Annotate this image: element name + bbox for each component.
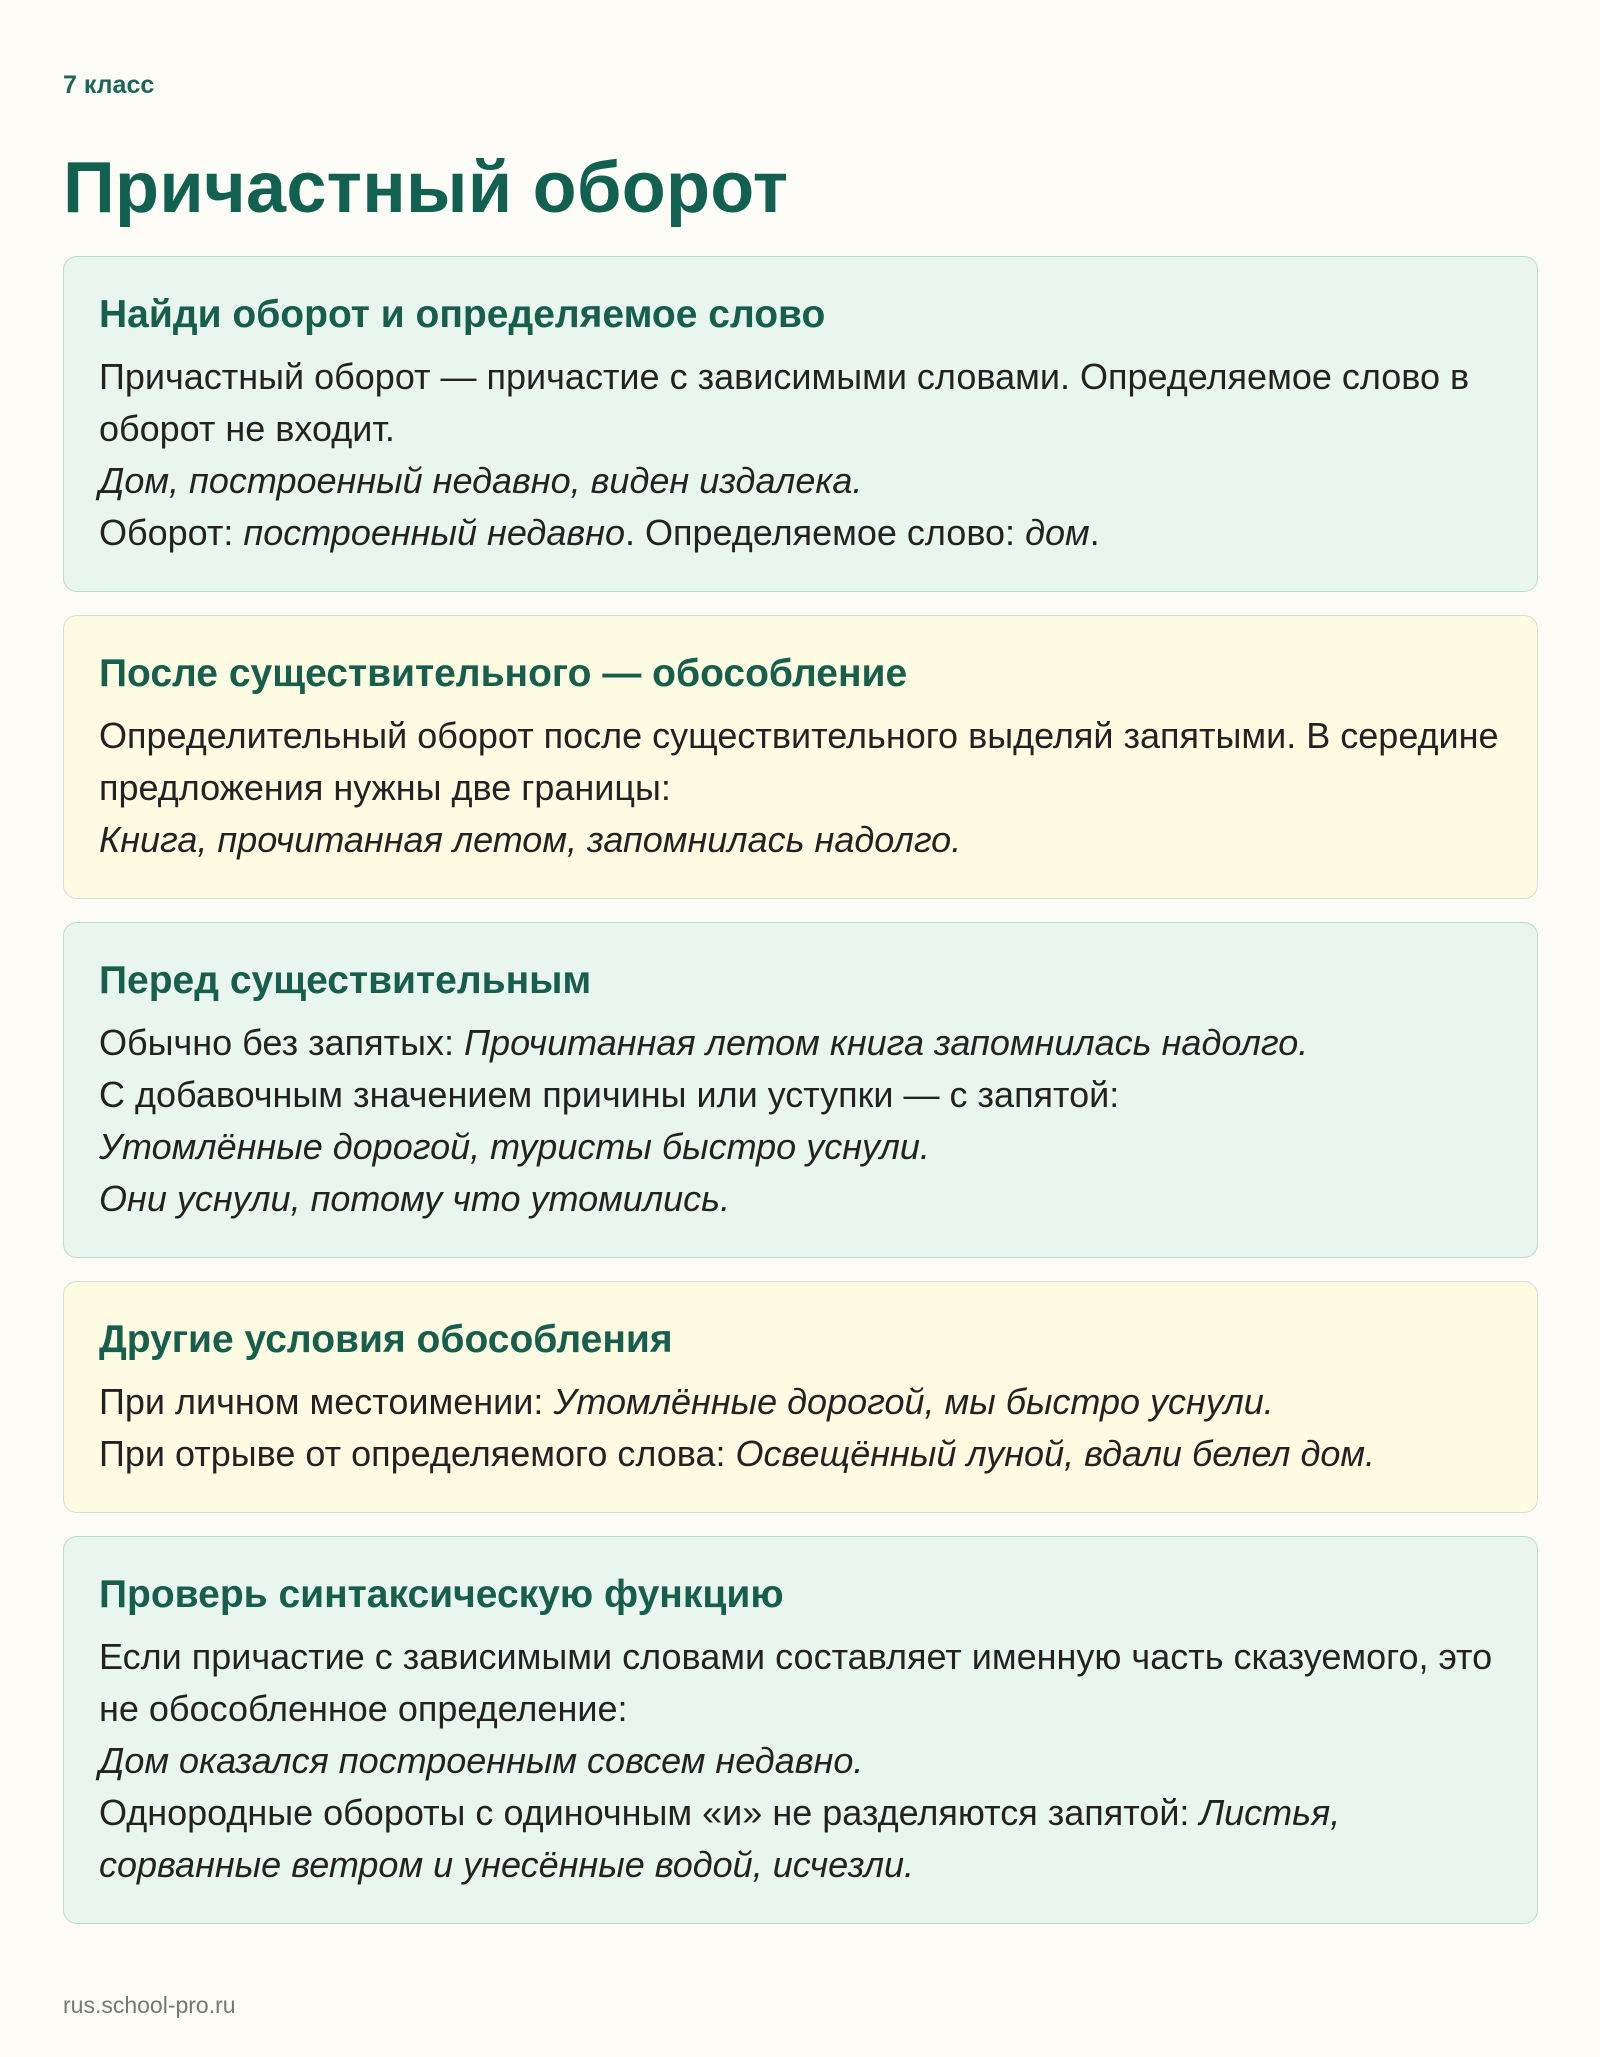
example-text: Утомлённые дорогой, мы быстро уснули. [553, 1381, 1274, 1422]
example-text: Они уснули, потому что утомились. [99, 1178, 731, 1219]
example-text: Освещённый луной, вдали белел дом. [735, 1433, 1376, 1474]
rule-text: С добавочным значением причины или уступки — с запятой: [99, 1074, 1120, 1115]
card-title: После существительного — обособление [99, 652, 908, 695]
rule-text: Обычно без запятых: [99, 1022, 464, 1063]
card-paragraph [99, 507, 1503, 559]
rule-text: . Определяемое слово: [624, 512, 1026, 553]
example-text: дом [1025, 512, 1090, 553]
card-paragraph [99, 1428, 1503, 1480]
card-paragraph [99, 455, 1503, 507]
rule-text: Если причастие с зависимыми словами составляет именную часть сказуемого, это не обособленное определение: [99, 1636, 1493, 1729]
example-text: Книга, прочитанная летом, запомнилась надолго. [99, 819, 962, 860]
example-text: Дом, построенный недавно, виден издалека. [99, 460, 863, 501]
rule-text: Однородные обороты с одиночным «и» не разделяются запятой: [99, 1792, 1200, 1833]
card-paragraph [99, 351, 1503, 455]
card-body [99, 351, 1503, 559]
rule-card [63, 256, 1538, 592]
grade-label: 7 класс [63, 71, 155, 99]
card-paragraph [99, 1631, 1503, 1735]
example-text: Дом оказался построенным совсем недавно. [99, 1740, 864, 1781]
rule-text: При личном местоимении: [99, 1381, 554, 1422]
rule-text: Причастный оборот — причастие с зависимыми словами. Определяемое слово в оборот не входит. [99, 356, 1470, 449]
card-paragraph [99, 710, 1503, 814]
example-text: Утомлённые дорогой, туристы быстро уснули. [99, 1126, 930, 1167]
rule-card [63, 922, 1538, 1258]
card-body [99, 1631, 1503, 1891]
card-body [99, 1017, 1503, 1225]
card-paragraph [99, 1017, 1503, 1069]
rule-text: При отрыве от определяемого слова: [99, 1433, 736, 1474]
rule-text: Определительный оборот после существительного выделяй запятыми. В середине предложения нужны две границы: [99, 715, 1499, 808]
card-paragraph [99, 1121, 1503, 1173]
card-paragraph [99, 1787, 1503, 1891]
example-text: построенный недавно [243, 512, 625, 553]
card-paragraph [99, 1735, 1503, 1787]
rule-cards [63, 256, 1538, 1924]
card-body [99, 1376, 1503, 1480]
rule-card [63, 1281, 1538, 1513]
card-title: Найди оборот и определяемое слово [99, 293, 826, 336]
card-paragraph [99, 1173, 1503, 1225]
rule-text: Оборот: [99, 512, 244, 553]
card-title: Перед существительным [99, 959, 592, 1002]
example-text: Прочитанная летом книга запомнилась надолго. [464, 1022, 1309, 1063]
page-title: Причастный оборот [63, 148, 789, 228]
footer-site: rus.school-pro.ru [63, 1992, 236, 2018]
card-paragraph [99, 814, 1503, 866]
card-paragraph [99, 1069, 1503, 1121]
card-body [99, 710, 1503, 866]
example-text: Листья, сорванные ветром и унесённые водой, исчезли. [99, 1792, 1341, 1885]
rule-text: . [1089, 512, 1100, 553]
rule-card [63, 1536, 1538, 1924]
card-paragraph [99, 1376, 1503, 1428]
card-title: Другие условия обособления [99, 1318, 673, 1361]
rule-card [63, 615, 1538, 899]
card-title: Проверь синтаксическую функцию [99, 1573, 784, 1616]
